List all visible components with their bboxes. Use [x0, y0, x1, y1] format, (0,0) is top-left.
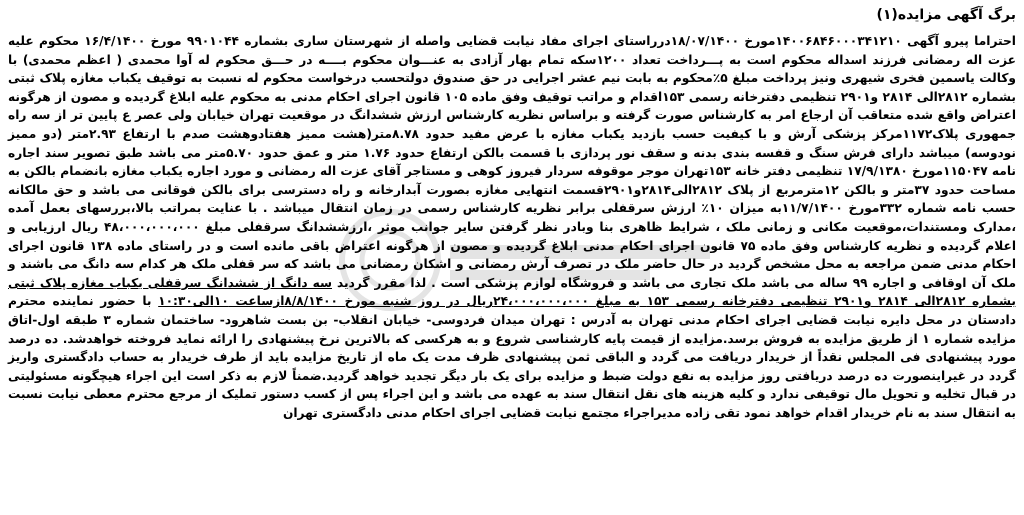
notice-body-part2: با حضور نماینده محترم دادستان در محل دایره نیابت قضایی اجرای احکام مدنی تهران به آدرس : تهران میدان فردوسی- خیابان انقلاب- بن بست شاهرود- ساختمان شماره ۳ طبقه اول-اتاق مزایده شماره ۱ از طریق مزایده به فروش برسد.مزایده از قیمت پایه کارشناسی شروع و به هرکسی که بالاترین نرخ پیشنهادی را ارائه نماید فروخته خواهدشد. ده درصد مورد پیشنهادی فی المجلس نقداً از خریدار دریافت می گردد و الباقی ثمن پیشنهادی ظرف مدت یک ماه از تاریخ مزایده باید از طرف خریدار به حساب دادگستری واریز گردد در غیراینصورت ده درصد دریافتی روز مزایده به نفع دولت ضبط و مزایده برای یک بار دیگر تجدید خواهد گردید.ضمناً لازم به ذکر است این اجراء هیچگونه مسئولیتی در قبال تخلیه و تحویل مال توقیفی ندارد و کلیه هزینه های نقل انتقال سند به عهده می باشد و این اجراء پس از کسب دستور تملیک از مرجع محترم معطی نیابت نسبت به انتقال سند به نام خریدار اقدام خواهد نمود تقی زاده مدیراجراء مجتمع نیابت قضایی اجرای احکام مدنی دادگستری تهران: [8, 294, 1016, 420]
notice-auction-schedule: سه دانگ از ششدانگ سرقفلی یکباب مغازه پلاک ثبتی بشماره ۲۸۱۲الی ۲۸۱۴ و۲۹۰۱ تنظیمی دفترخانه رسمی ۱۵۳ به مبلغ ۲۴،۰۰۰،۰۰۰،۰۰۰ریال در روز شنبه مورخ ۸/۸/۱۴۰۰ازساعت ۱۰الی۱۰:۳۰: [8, 275, 1016, 309]
notice-title: برگ آگهی مزایده(۱): [876, 7, 1016, 23]
notice-body-part1: احتراما پیرو آگهی ۱۴۰۰۶۸۴۶۰۰۰۳۴۱۲۱۰مورخ ۱۸/۰۷/۱۴۰۰درراستای اجرای مفاد نیابت قضایی واصله از شهرستان ساری بشماره ۹۹۰۱۰۴۴ مورخ ۱۶/۴/۱۴۰۰ محکوم علیه عزت اله رمضانی فرزند اسداله محکوم است به پـــرداخت تعداد ۱۲۰۰سکه تمام بهار آزادی به عنـــوان محکوم بــــه در حـــق محکوم له آوا محمدی ( اعظم محمدی) با وکالت یاسمین فخری شیهری ونیز پرداخت مبلغ ۵٪محکوم به بابت نیم عشر اجرایی در حق صندوق دولتحسب درخواست محکوم له نسبت به توقیف یکباب مغازه پلاک ثبتی بشماره ۲۸۱۲الی ۲۸۱۴ و۲۹۰۱ تنظیمی دفترخانه رسمی ۱۵۳اقدام و مراتب توقیف وفق ماده ۱۰۵ قانون اجرای احکام مدنی به محکوم علیه ابلاغ گردیده و مصون از هرگونه اعتراض واقع شده متعاقب آن ارجاع امر به کارشناس صورت گرفته و براساس نظریه کارشناس ارزش ششدانگ در موقعیت تهران خیابان ولی عصر ع پایین تر از سه راه جمهوری پلاک۱۱۷۲مرکز پزشکی آرش و با کیفیت حسب بازدید یکباب مغازه با عرض مفید حدود ۸.۷۸متر(هشت مميز هفتادوهشت صدم با ارتفاع ۲.۹۳متر (دو مميز نودوسه) میباشد دارای فرش سنگ و قفسه بندی بدنه و سقف نور پردازی با قسمت بالکن ارتفاع حدود ۱.۷۶ متر و عمق حدود ۵.۷۰متر می باشد طبق تصویر سند اجاره نامه ۱۱۵۰۴۷مورخ ۱۷/۹/۱۳۸۰ تنظیمی دفتر خانه ۱۵۳تهران موجر موقوفه سردار فیروز کوهی و مستاجر آقای عزت اله رمضانی و مورد اجاره یکباب مغازه بانضمام بالکن به مساحت حدود ۳۷متر و بالکن ۱۲مترمربع از پلاک ۲۸۱۲الی۲۸۱۴و۲۹۰۱قسمت انتهایی مغازه بصورت آبدارخانه و راه دسترسی برای بالکن فوقانی می باشد و حق مالکانه حسب نامه شماره ۳۳۲مورخ ۱۱/۷/۱۴۰۰به میزان ۱۰٪ ارزش سرقفلی برابر نظریه کارشناس رسمی در زمان انتقال میباشد . با عنایت بمراتب بالا،بررسهای بعمل آمده ،مدارک ومستندات،موقعیت مکانی و زمانی ملک ، شرایط ظاهری بنا وبادر نظر گرفتن سایر جوانب موثر ،ارزششدانگ سرقفلی مبلغ ۴۸،۰۰۰،۰۰۰،۰۰۰ ریال ارزیابی و اعلام گردیده و نظریه کارشناس وفق ماده ۷۵ قانون اجرای احکام مدنی ابلاغ گردیده و مصون از هرگونه اعتراض باقی مانده است و در راستای ماده ۱۳۸ قانون اجرای احکام مدنی ضمن مراجعه به محل مشخص گردید در حال حاضر ملک در تصرف آرش رمضانی و اشکان رمضانی می باشد که سر قفلی ملک هر کدام سه دانگ می باشند و ملک آن اوقافی و اجاره ۹۹ ساله می باشد ملک تجاری می باشد و فروشگاه لوازم پزشکی است . لذا مقرر گردید: [8, 34, 1017, 290]
notice-body: [8, 32, 1016, 422]
